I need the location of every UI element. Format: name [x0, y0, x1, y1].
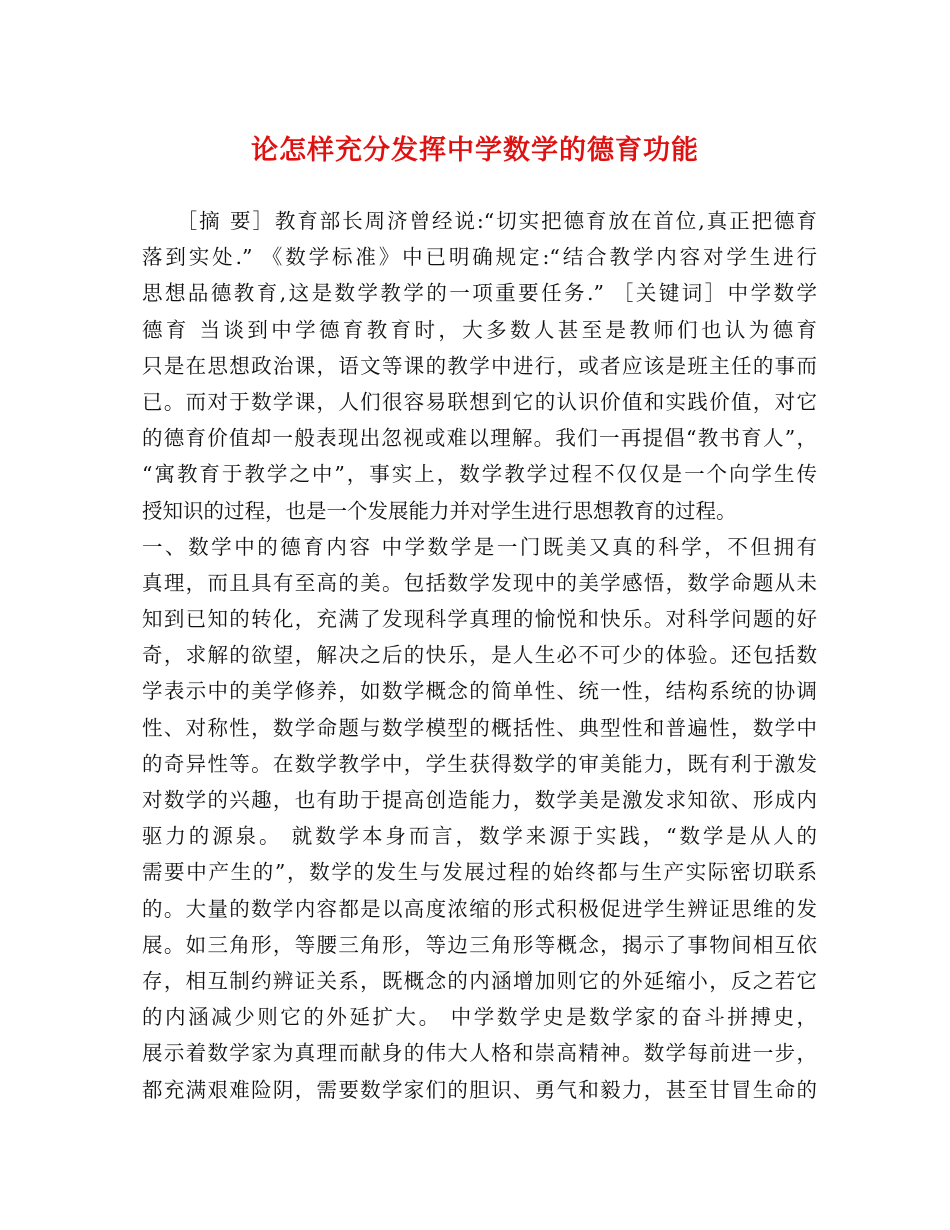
body-line: 的奇异性等。在数学教学中，学生获得数学的审美能力，既有利于激发 [142, 751, 817, 776]
body-line: 落到实处.” 《数学标准》中已明确规定:“结合教学内容对学生进行 [142, 245, 817, 270]
body-line: 的。大量的数学内容都是以高度浓缩的形式积极促进学生辨证思维的发 [142, 896, 817, 921]
body-line: 真理，而且具有至高的美。包括数学发现中的美学感悟，数学命题从未 [142, 570, 817, 595]
body-line: 都充满艰难险阴，需要数学家们的胆识、勇气和毅力，甚至甘冒生命的 [142, 1077, 817, 1102]
body-line: 展。如三角形，等腰三角形，等边三角形等概念，揭示了事物间相互依 [142, 932, 817, 957]
body-line: 对数学的兴趣，也有助于提高创造能力，数学美是激发求知欲、形成内 [142, 788, 817, 812]
body-line: 已。而对于数学课，人们很容易联想到它的认识价值和实践价值，对它 [142, 389, 817, 414]
body-line: 一、数学中的德育内容 中学数学是一门既美又真的科学，不但拥有 [142, 534, 817, 559]
body-line: 思想品德教育,这是数学教学的一项重要任务.” ［关键词］中学数学 [142, 281, 817, 306]
body-line: “寓教育于教学之中”，事实上，数学教学过程不仅仅是一个向学生传 [142, 462, 817, 487]
body-line: 德育 当谈到中学德育教育时，大多数人甚至是教师们也认为德育 [142, 317, 817, 342]
body-line: 知到已知的转化，充满了发现科学真理的愉悦和快乐。对科学问题的好 [142, 607, 817, 632]
body-line: 奇，求解的欲望，解决之后的快乐，是人生必不可少的体验。还包括数 [142, 643, 817, 668]
body-line: 存，相互制约辨证关系，既概念的内涵增加则它的外延缩小，反之若它 [142, 968, 817, 993]
body-line: 展示着数学家为真理而献身的伟大人格和崇高精神。数学每前进一步， [142, 1041, 817, 1066]
body-line: 驱力的源泉。 就数学本身而言，数学来源于实践，“数学是从人的 [142, 824, 817, 849]
document-title: 论怎样充分发挥中学数学的德育功能 [251, 135, 699, 166]
body-line: 需要中产生的”，数学的发生与发展过程的始终都与生产实际密切联系 [142, 860, 817, 885]
body-line: 只是在思想政治课，语文等课的教学中进行，或者应该是班主任的事而 [142, 353, 817, 378]
body-line: ［摘 要］教育部长周济曾经说:“切实把德育放在首位,真正把德育 [142, 209, 817, 233]
body-line: 的德育价值却一般表现出忽视或难以理解。我们一再提倡“教书育人”， [142, 426, 817, 451]
body-line: 学表示中的美学修养，如数学概念的简单性、统一性，结构系统的协调 [142, 679, 817, 704]
body-line: 授知识的过程，也是一个发展能力并对学生进行思想教育的过程。 [142, 498, 737, 523]
body-line: 的内涵减少则它的外延扩大。 中学数学史是数学家的奋斗拼搏史， [142, 1005, 817, 1030]
body-line: 性、对称性，数学命题与数学模型的概括性、典型性和普遍性，数学中 [142, 715, 817, 740]
document-body [142, 203, 817, 1108]
